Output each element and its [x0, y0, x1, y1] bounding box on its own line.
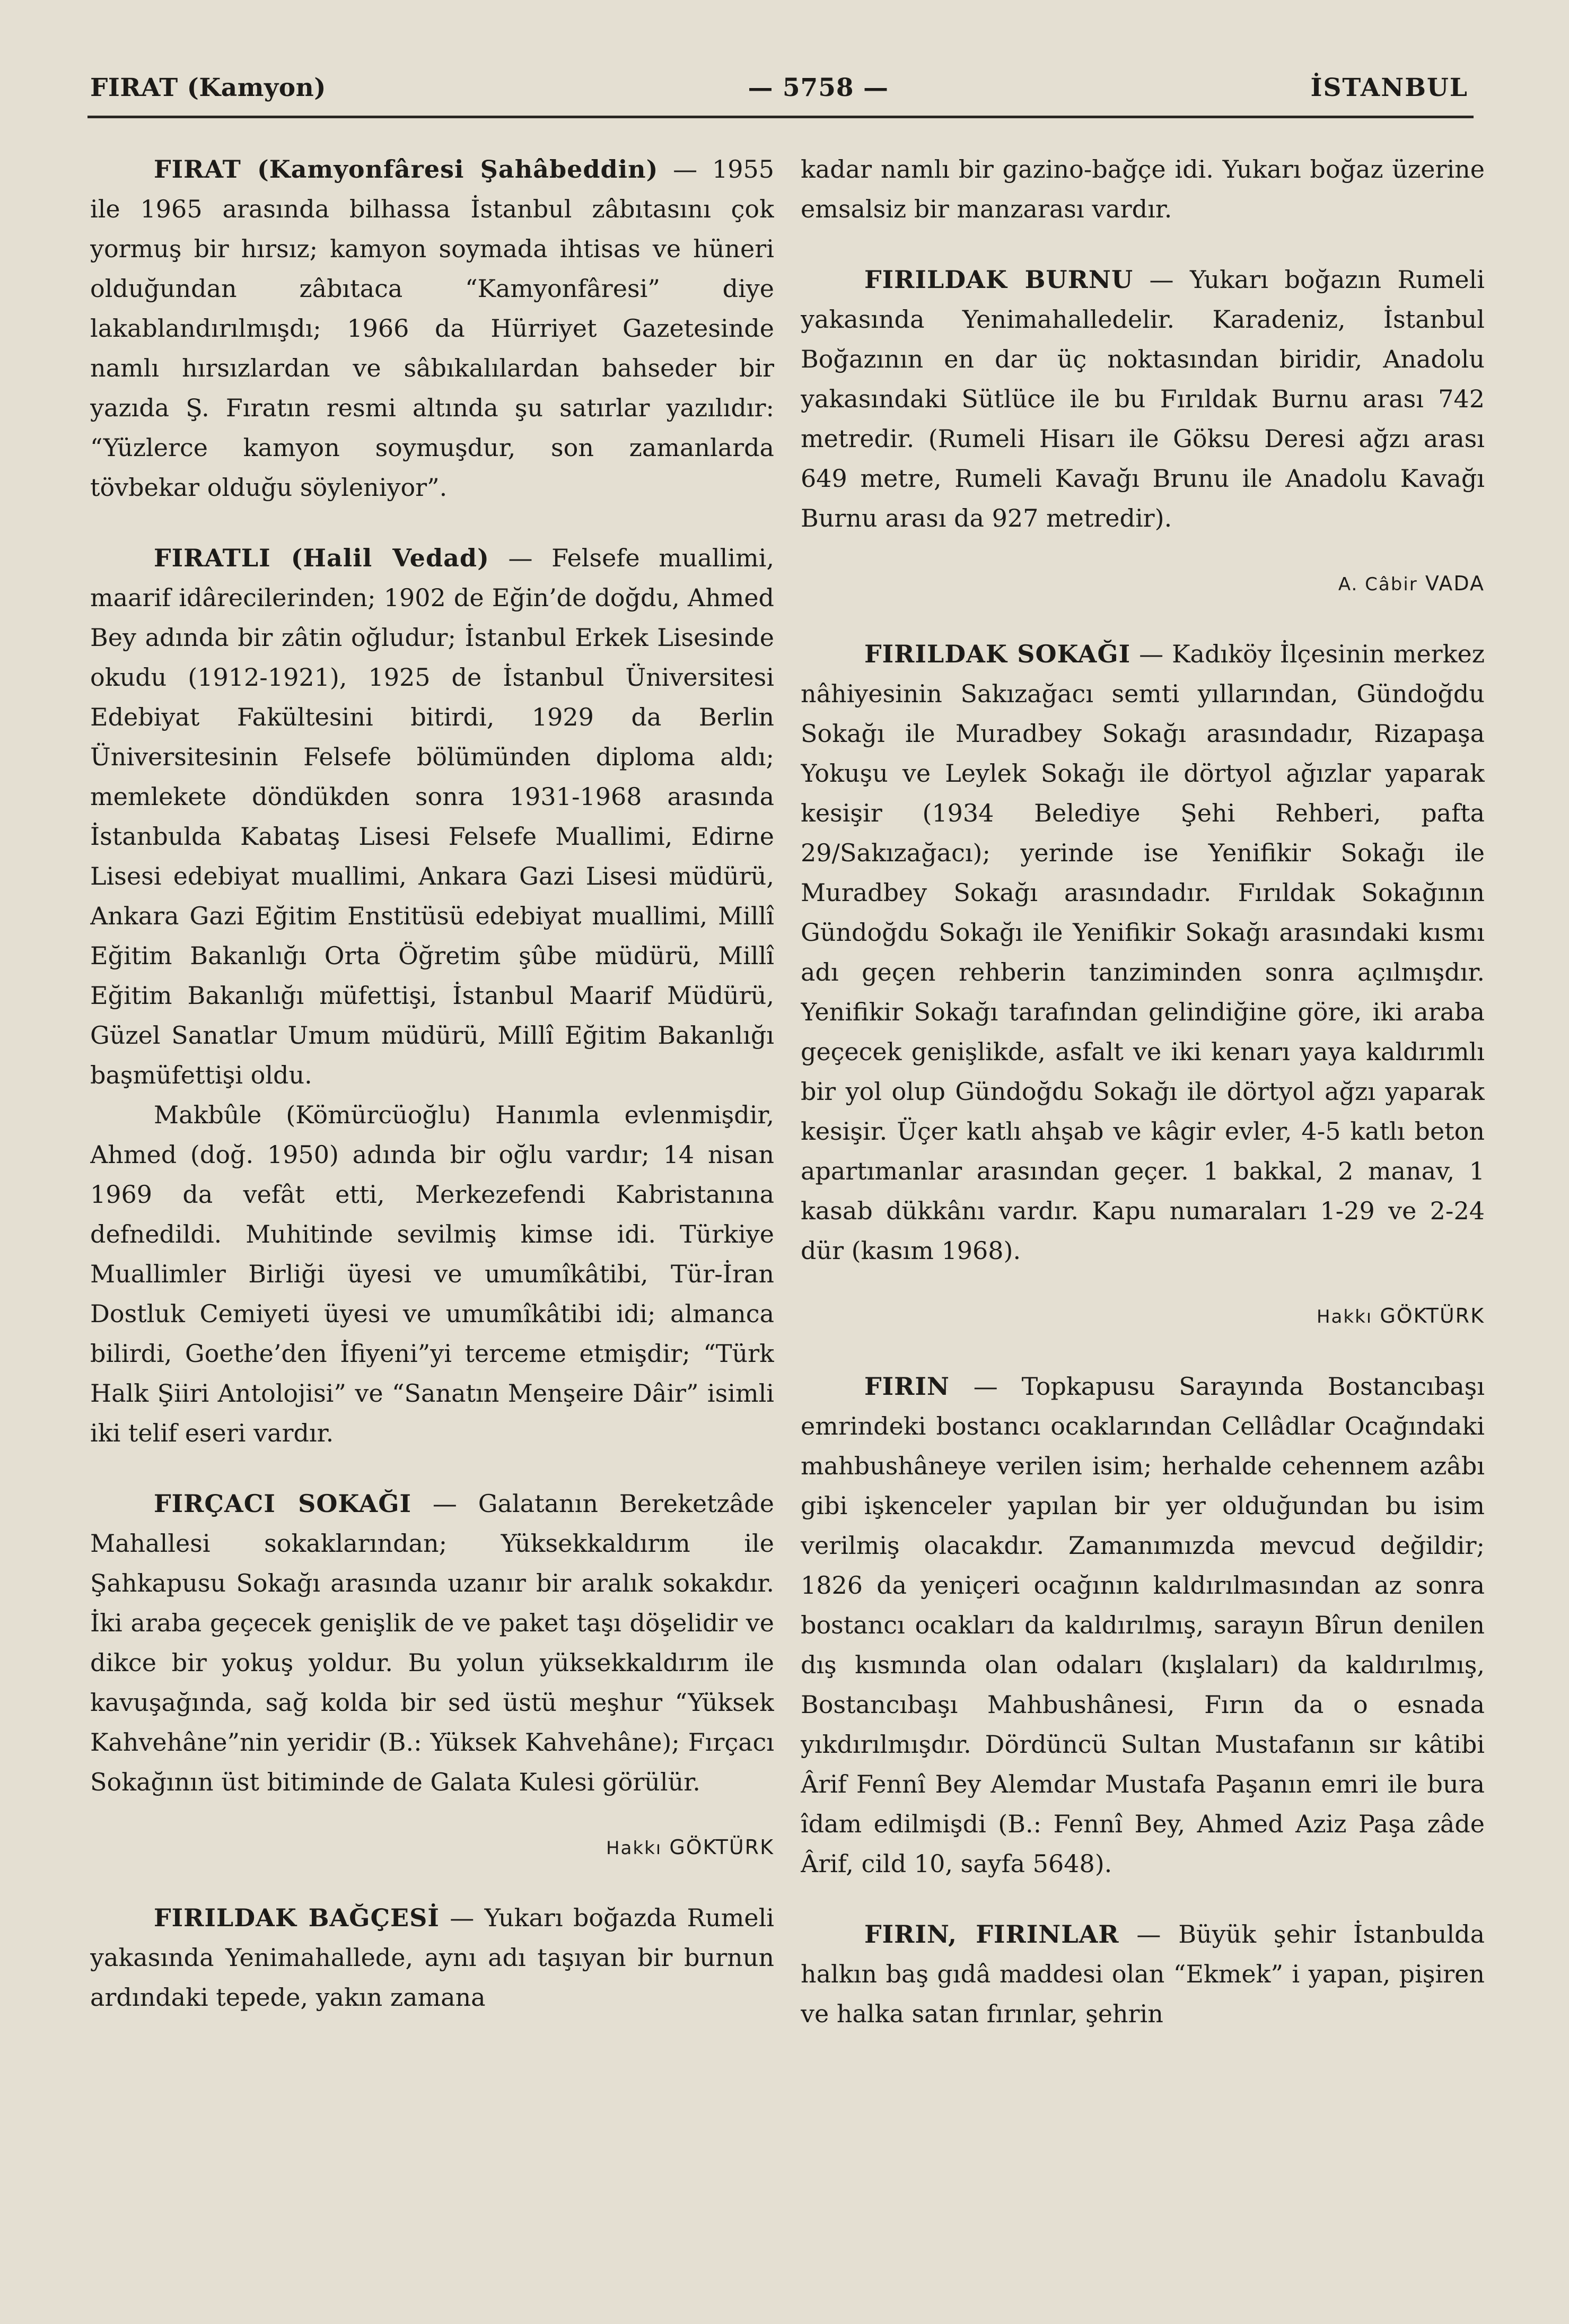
- author-signature: A. Câbir VADA: [1338, 572, 1485, 595]
- entry-body: — Yukarı boğazın Rumeli yakasında Yenimahalledelir. Karadeniz, İstanbul Boğazının en dar üç noktasından biridir, Anadolu yakasındaki Sütlüce ile bu Fırıldak Burnu arası 742 metredir. (Rumeli Hisarı ile Göksu Deresi ağzı arası 649 metre, Rumeli Kavağı Brunu ile Anadolu Kavağı Burnu arası da 927 metredir).: [801, 265, 1485, 532]
- running-head-title: FIRAT (Kamyon): [90, 73, 326, 102]
- entry-headword: FIRATLI (Halil Vedad): [154, 544, 489, 572]
- entry-firildak-sokagi: [801, 634, 1485, 1271]
- entry-headword: FIRILDAK BAĞÇESİ: [154, 1903, 440, 1932]
- entry-body: — Topkapusu Sarayında Bostancıbaşı emrindeki bostancı ocaklarından Cellâdlar Ocağındaki mahbushâneye verilen isim; herhalde cehennem azâbı gibi işkenceler yapılan bir yer olduğundan bu isim verilmiş olacakdır. Zamanımızda mevcud değildir; 1826 da yeniçeri ocağının kaldırılmasından az sonra bostancı ocakları da kaldırılmış, sarayın Bîrun denilen dış kısmında olan odaları (kışlaları) da kaldırılmış, Bostancıbaşı Mahbushânesi, Fırın da o esnada yıkdırılmışdır. Dördüncü Sultan Mustafanın sır kâtibi Ârif Fennî Bey Alemdar Mustafa Paşanın emri ile bura îdam edilmişdi (B.: Fennî Bey, Ahmed Aziz Paşa zâde Ârif, cild 10, sayfa 5648).: [801, 1372, 1485, 1878]
- entry-headword: FIRÇACI SOKAĞI: [154, 1489, 412, 1518]
- running-head: [90, 73, 1468, 116]
- entry-headword: FIRIN: [864, 1372, 950, 1401]
- entry-firin: [801, 1367, 1485, 1884]
- entry-firildak-burnu: [801, 260, 1485, 538]
- entry-headword: FIRIN, FIRINLAR: [864, 1920, 1119, 1949]
- entry-headword: FIRILDAK SOKAĞI: [864, 640, 1131, 668]
- entry-body: — Yukarı boğazda Rumeli yakasında Yenimahallede, aynı adı taşıyan bir burnun ardındaki tepede, yakın zamana: [90, 1903, 774, 2012]
- entry-firat-kamyon: [90, 150, 774, 508]
- entry-firin-firinlar: [801, 1915, 1485, 2034]
- running-head-section: İSTANBUL: [1310, 73, 1468, 102]
- entry-firatli-continued: Makbûle (Kömürcüoğlu) Hanımla evlenmişdir, Ahmed (doğ. 1950) adında bir oğlu vardır; 14 nisan 1969 da vefât etti, Merkezefendi Kabristanına defnedildi. Muhitinde sevilmiş kimse idi. Türkiye Muallimler Birliği üyesi ve umumîkâtibi, Tür-İran Dostluk Cemiyeti üyesi ve umumîkâtibi idi; almanca bilirdi, Goethe’den İfiyeni”yi terceme etmişdir; “Türk Halk Şiiri Antolojisi” ve “Sanatın Menşeire Dâir” isimli iki telif eseri vardır.: [90, 1100, 774, 1447]
- entry-headword: FIRAT (Kamyonfâresi Şahâbeddin): [154, 155, 659, 184]
- left-column: [90, 150, 774, 2250]
- author-signature: Hakkı GÖKTÜRK: [1316, 1304, 1485, 1327]
- entry-body: — Büyük şehir İstanbulda halkın baş gıdâ maddesi olan “Ekmek” i yapan, pişiren ve halka satan fırınlar, şehrin: [801, 1920, 1485, 2028]
- entry-firildak-bagcesi-continued: kadar namlı bir gazino-bağçe idi. Yukarı boğaz üzerine emsalsiz bir manzarası vardır.: [801, 155, 1485, 223]
- entry-firildak-bagcesi: [90, 1898, 774, 2017]
- entry-body: — 1955 ile 1965 arasında bilhassa İstanbul zâbıtasını çok yormuş bir hırsız; kamyon soymada ihtisas ve hüneri olduğundan zâbıtaca “Kamyonfâresi” diye lakablandırılmışdı; 1966 da Hürriyet Gazetesinde namlı hırsızlardan ve sâbıkalılardan bahseder bir yazıda Ş. Fıratın resmi altında şu satırlar yazılıdır: “Yüzlerce kamyon soymuşdur, son zamanlarda tövbekar olduğu söyleniyor”.: [90, 155, 774, 502]
- entry-body: — Kadıköy İlçesinin merkez nâhiyesinin Sakızağacı semti yıllarından, Gündoğdu Sokağı ile Muradbey Sokağı arasındadır, Rizapaşa Yokuşu ve Leylek Sokağı ile dörtyol ağızlar yaparak kesişir (1934 Belediye Şehi Rehberi, pafta 29/Sakızağacı); yerinde ise Yenifikir Sokağı ile Muradbey Sokağı arasındadır. Fırıldak Sokağının Gündoğdu Sokağı ile Yenifikir Sokağı arasındaki kısmı adı geçen rehberin tanziminden sonra açılmışdır. Yenifikir Sokağı tarafından gelindiğine göre, iki araba geçecek genişlikde, asfalt ve iki kenarı yaya kaldırımlı bir yol olup Gündoğdu Sokağı ile dörtyol ağzı yaparak kesişir. Üçer katlı ahşab ve kâgir evler, 4-5 katlı beton apartımanlar arasından geçer. 1 bakkal, 2 manav, 1 kasab dükkânı vardır. Kapu numaraları 1-29 ve 2-24 dür (kasım 1968).: [801, 640, 1485, 1265]
- page-number: — 5758 —: [748, 73, 889, 102]
- entry-headword: FIRILDAK BURNU: [864, 265, 1134, 294]
- right-column: [801, 150, 1485, 2250]
- entry-body: — Felsefe muallimi, maarif idârecilerinden; 1902 de Eğin’de doğdu, Ahmed Bey adında bir zâtin oğludur; İstanbul Erkek Lisesinde okudu (1912-1921), 1925 de İstanbul Üniversitesi Edebiyat Fakültesini bitirdi, 1929 da Berlin Üniversitesinin Felsefe bölümünden diploma aldı; memlekete döndükden sonra 1931-1968 arasında İstanbulda Kabataş Lisesi Felsefe Muallimi, Edirne Lisesi edebiyat muallimi, Ankara Gazi Lisesi müdürü, Ankara Gazi Eğitim Enstitüsü edebiyat muallimi, Millî Eğitim Bakanlığı Orta Öğretim şûbe müdürü, Millî Eğitim Bakanlığı müfettişi, İstanbul Maarif Müdürü, Güzel Sanatlar Umum müdürü, Millî Eğitim Bakanlığı başmüfettişi oldu.: [90, 544, 774, 1089]
- author-signature: Hakkı GÖKTÜRK: [606, 1836, 774, 1859]
- entry-fircaci-sokagi: [90, 1484, 774, 1802]
- header-rule: [87, 116, 1474, 118]
- entry-body: — Galatanın Bereketzâde Mahallesi sokaklarından; Yüksekkaldırım ile Şahkapusu Sokağı arasında uzanır bir aralık sokakdır. İki araba geçecek genişlik de ve paket taşı döşelidir ve dikce bir yokuş yoldur. Bu yolun yüksekkaldırım ile kavuşağında, sağ kolda bir sed üstü meşhur “Yüksek Kahvehâne”nin yeridir (B.: Yüksek Kahvehâne); Fırçacı Sokağının üst bitiminde de Galata Kulesi görülür.: [90, 1489, 774, 1796]
- entry-firatli: [90, 538, 774, 1095]
